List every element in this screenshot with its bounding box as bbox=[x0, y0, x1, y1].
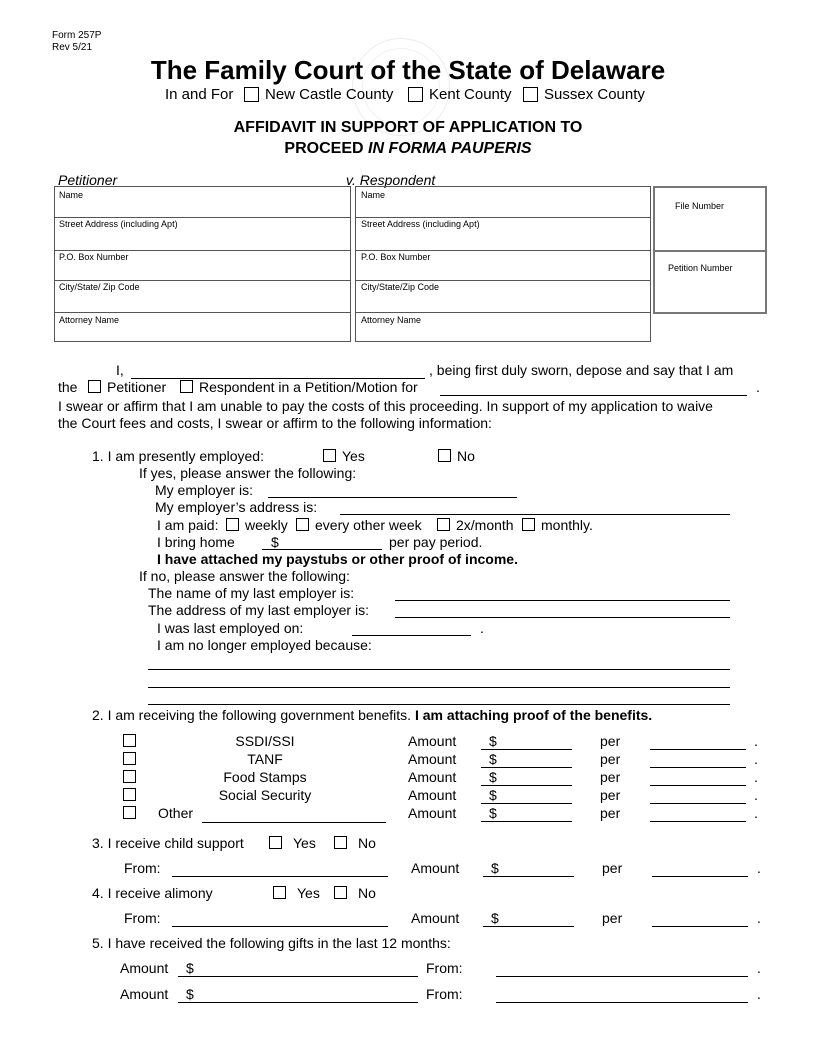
q3-no-checkbox[interactable] bbox=[334, 836, 347, 849]
q1-attached: I have attached my paystubs or other proof of income. bbox=[157, 551, 518, 567]
intro-respondent-in: Respondent in a Petition/Motion for bbox=[199, 379, 418, 395]
kent-checkbox[interactable] bbox=[408, 87, 423, 102]
intro-line3: I swear or affirm that I am unable to pay the costs of this proceeding. In support of my application to waive bbox=[58, 398, 713, 414]
petitioner-name-field[interactable]: Name bbox=[59, 190, 84, 200]
court-title: The Family Court of the State of Delaware bbox=[150, 55, 666, 85]
gift2-amount-line[interactable] bbox=[178, 1002, 418, 1003]
q1-if-no: If no, please answer the following: bbox=[139, 568, 350, 584]
affidavit-title-proceed: PROCEED bbox=[284, 140, 364, 157]
petitioner-city-field[interactable]: City/State/ Zip Code bbox=[59, 282, 140, 292]
q1-last-employer-name: The name of my last employer is: bbox=[148, 585, 355, 601]
kent-label: Kent County bbox=[429, 86, 512, 103]
q3-yes-checkbox[interactable] bbox=[269, 836, 282, 849]
take-home-line[interactable] bbox=[262, 549, 382, 550]
petitioner-attorney-field[interactable]: Attorney Name bbox=[59, 315, 120, 325]
intro-i: I, bbox=[116, 362, 124, 378]
social-security-label: Social Security bbox=[218, 787, 312, 803]
q1-last-employer-address: The address of my last employer is: bbox=[148, 602, 369, 618]
petitioner-label: Petitioner bbox=[58, 172, 118, 188]
file-number-field[interactable]: File Number bbox=[675, 201, 725, 211]
intro-the: the bbox=[58, 379, 78, 395]
affidavit-title-ifp: IN FORMA PAUPERIS bbox=[368, 140, 532, 157]
gift1-amount-line[interactable] bbox=[178, 976, 418, 977]
q4-yes-checkbox[interactable] bbox=[273, 886, 286, 899]
alimony-from-line[interactable] bbox=[172, 926, 388, 927]
new-castle-label: New Castle County bbox=[265, 86, 394, 103]
food-stamps-per-line[interactable] bbox=[650, 785, 746, 786]
q3-label: 3. I receive child support bbox=[92, 835, 244, 851]
last-employer-name-line[interactable] bbox=[395, 600, 730, 601]
petition-motion-line[interactable] bbox=[440, 395, 747, 396]
petitioner-checkbox[interactable] bbox=[88, 380, 101, 393]
q1-no-longer: I am no longer employed because: bbox=[157, 637, 372, 653]
tanf-amount-line[interactable] bbox=[481, 767, 572, 768]
social-security-checkbox[interactable] bbox=[123, 788, 136, 801]
gift2-from-line[interactable] bbox=[496, 1002, 748, 1003]
tanf-per-line[interactable] bbox=[650, 767, 746, 768]
q1-last-employed: I was last employed on: bbox=[157, 620, 304, 636]
q1-bring-home: I bring home bbox=[157, 534, 235, 550]
respondent-pobox-field[interactable]: P.O. Box Number bbox=[361, 252, 431, 262]
paid-2x-month-checkbox[interactable] bbox=[437, 518, 450, 531]
food-stamps-checkbox[interactable] bbox=[123, 770, 136, 783]
sussex-checkbox[interactable] bbox=[523, 87, 538, 102]
affidavit-title-line1: AFFIDAVIT IN SUPPORT OF APPLICATION TO bbox=[233, 119, 583, 136]
sussex-label: Sussex County bbox=[544, 86, 645, 103]
new-castle-checkbox[interactable] bbox=[244, 87, 259, 102]
paid-weekly-checkbox[interactable] bbox=[226, 518, 239, 531]
intro-line4: the Court fees and costs, I swear or affirm to the following information: bbox=[58, 415, 492, 431]
food-stamps-amount-line[interactable] bbox=[481, 785, 572, 786]
petitioner-pobox-field[interactable]: P.O. Box Number bbox=[59, 252, 129, 262]
tanf-checkbox[interactable] bbox=[123, 752, 136, 765]
q1-label: 1. I am presently employed: bbox=[92, 448, 264, 464]
respondent-name-field[interactable]: Name bbox=[361, 190, 386, 200]
ssdi-label: SSDI/SSI bbox=[235, 733, 295, 749]
food-stamps-label: Food Stamps bbox=[223, 769, 307, 785]
affidavit-title-line2 bbox=[0, 139, 816, 158]
tanf-label: TANF bbox=[247, 751, 283, 767]
reason-line-3[interactable] bbox=[148, 704, 730, 705]
last-employer-address-line[interactable] bbox=[395, 617, 730, 618]
other-benefit-label: Other bbox=[158, 805, 194, 821]
employer-line[interactable] bbox=[268, 497, 517, 498]
intro-sworn: , being first duly sworn, depose and say that I am bbox=[429, 362, 734, 378]
q4-no-checkbox[interactable] bbox=[334, 886, 347, 899]
social-security-per-line[interactable] bbox=[650, 803, 746, 804]
q4-label: 4. I receive alimony bbox=[92, 885, 213, 901]
other-benefit-per-line[interactable] bbox=[650, 821, 746, 822]
paid-every-other-week-checkbox[interactable] bbox=[296, 518, 309, 531]
form-revision: Rev 5/21 bbox=[52, 42, 93, 53]
social-security-amount-line[interactable] bbox=[481, 803, 572, 804]
q1-paid: I am paid: bbox=[157, 517, 219, 533]
respondent-label: v. Respondent bbox=[346, 172, 436, 188]
other-benefit-amount-line[interactable] bbox=[481, 821, 572, 822]
reason-line-1[interactable] bbox=[148, 669, 730, 670]
ssdi-amount-line[interactable] bbox=[481, 749, 572, 750]
respondent-city-field[interactable]: City/State/Zip Code bbox=[361, 282, 440, 292]
petition-number-field[interactable]: Petition Number bbox=[668, 263, 733, 273]
child-support-per-line[interactable] bbox=[652, 876, 748, 877]
q1-if-yes: If yes, please answer the following: bbox=[139, 465, 357, 481]
child-support-from-line[interactable] bbox=[172, 876, 388, 877]
child-support-amount-line[interactable] bbox=[483, 876, 574, 877]
petitioner-street-field[interactable]: Street Address (including Apt) bbox=[59, 219, 178, 229]
alimony-amount-line[interactable] bbox=[483, 926, 574, 927]
respondent-attorney-field[interactable]: Attorney Name bbox=[361, 315, 422, 325]
q1-employer: My employer is: bbox=[155, 482, 254, 498]
paid-monthly-checkbox[interactable] bbox=[522, 518, 535, 531]
alimony-per-line[interactable] bbox=[652, 926, 748, 927]
q1-yes-checkbox[interactable] bbox=[323, 449, 336, 462]
q2-label: 2. I am receiving the following government benefits. I am attaching proof of the benefits. bbox=[92, 707, 653, 723]
intro-petitioner: Petitioner bbox=[107, 379, 167, 395]
last-employed-date-line[interactable] bbox=[352, 635, 471, 636]
other-benefit-line[interactable] bbox=[202, 822, 386, 823]
q1-no-checkbox[interactable] bbox=[438, 449, 451, 462]
q5-label: 5. I have received the following gifts in the last 12 months: bbox=[92, 935, 451, 951]
ssdi-checkbox[interactable] bbox=[123, 734, 136, 747]
reason-line-2[interactable] bbox=[148, 687, 730, 688]
ssdi-per-line[interactable] bbox=[650, 749, 746, 750]
gift1-from-line[interactable] bbox=[496, 976, 748, 977]
other-benefit-checkbox[interactable] bbox=[123, 806, 136, 819]
q1-employer-address: My employer’s address is: bbox=[155, 499, 318, 515]
respondent-street-field[interactable]: Street Address (including Apt) bbox=[361, 219, 480, 229]
respondent-checkbox[interactable] bbox=[180, 380, 193, 393]
employer-address-line[interactable] bbox=[340, 514, 730, 515]
in-and-for-label: In and For bbox=[165, 86, 234, 103]
form-number: Form 257P bbox=[52, 30, 102, 41]
